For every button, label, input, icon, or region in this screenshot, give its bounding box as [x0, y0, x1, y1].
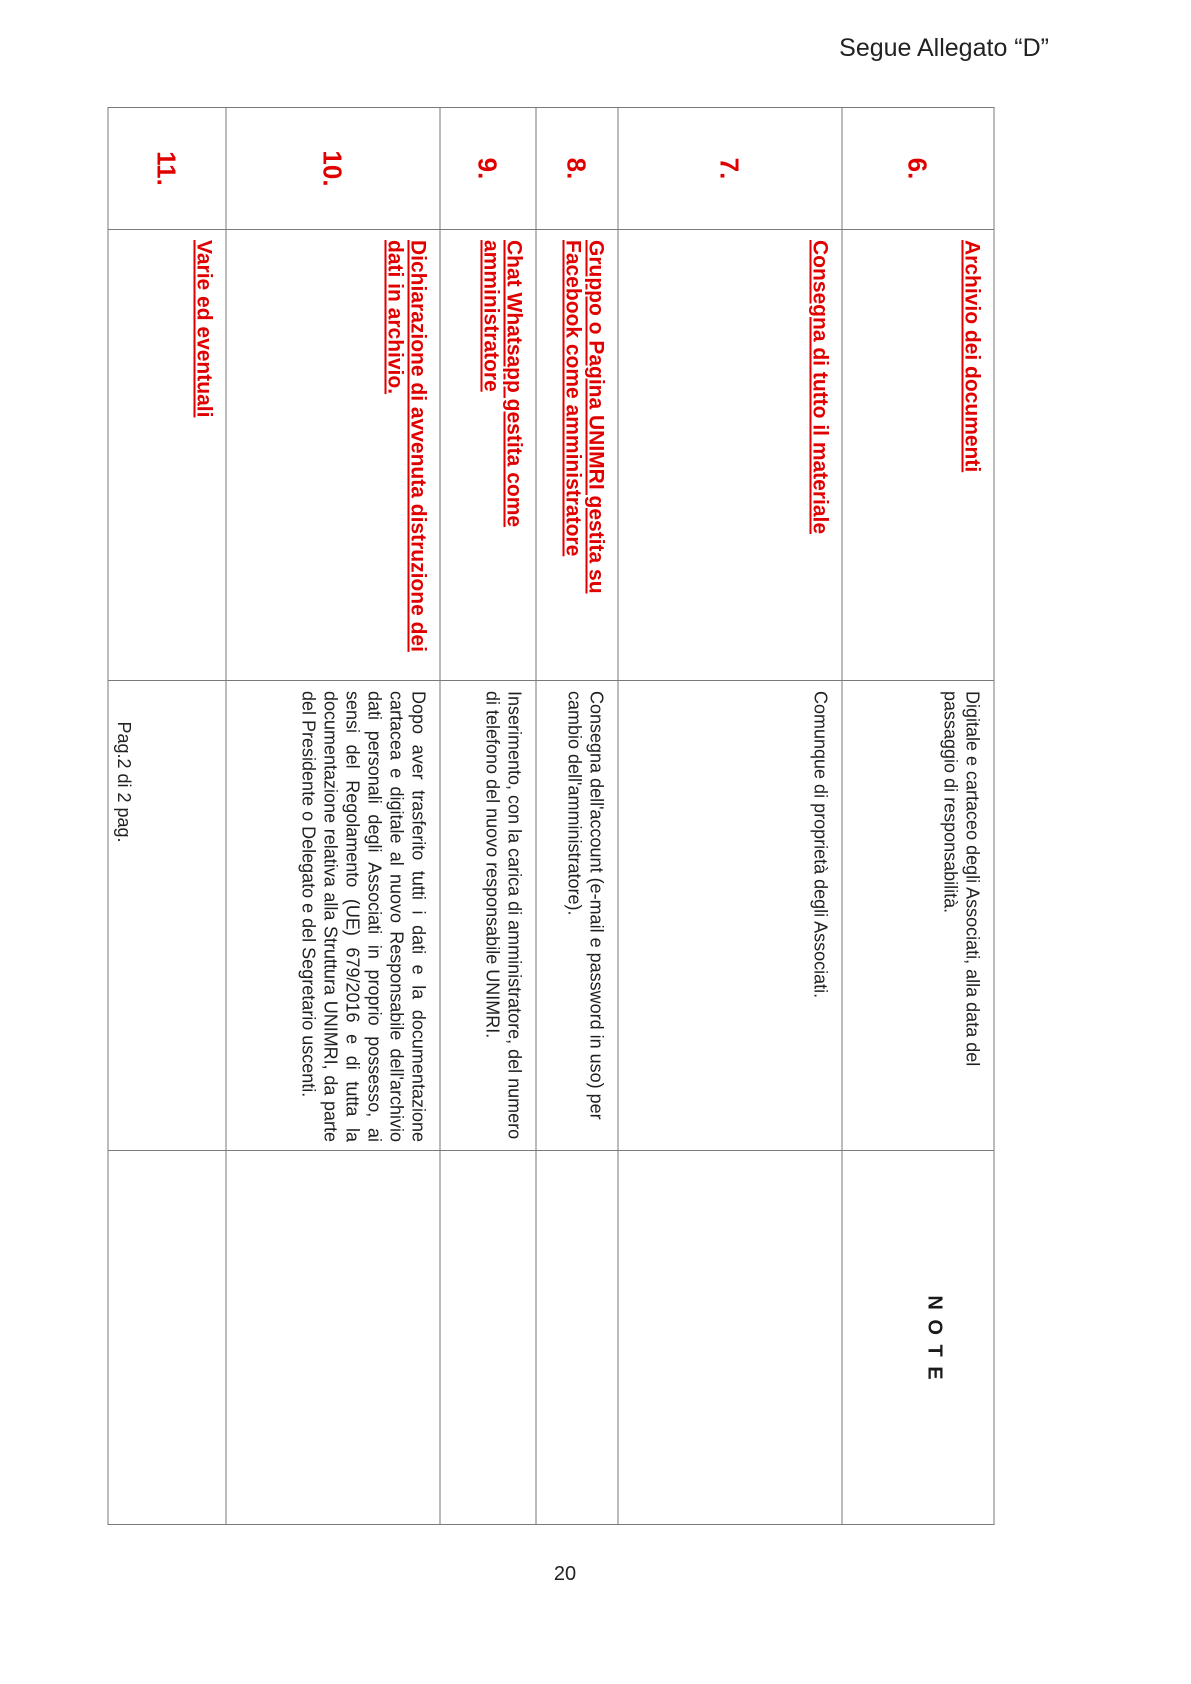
row-title — [618, 229, 842, 680]
table-row — [226, 107, 440, 1524]
row-number: 9. — [440, 107, 536, 229]
row-title-text: Dichiarazione di avvenuta distruzione dei dati in archivio. — [383, 239, 430, 652]
note-header: N O T E — [842, 1150, 994, 1524]
row-description — [108, 680, 226, 1150]
row-title — [440, 229, 536, 680]
row-description: Consegna dell'account (e-mail e password in uso) per cambio dell'amministratore). — [536, 680, 618, 1150]
row-number: 7. — [618, 107, 842, 229]
row-note — [536, 1150, 618, 1524]
table-container — [108, 107, 994, 1524]
row-title-text: Archivio dei documenti — [960, 239, 984, 472]
row-description: Dopo aver trasferito tutti i dati e la documentazione cartacea e digitale al nuovo Responsabile dell'archivio dati personali degli Associati in proprio possesso, ai sensi del Regolamento (UE) 679/2016 e di tutta la documentazione relativa alla Struttura UNIMRI, da parte del Presidente o Delegato e del Segretario uscenti. — [226, 680, 440, 1150]
row-description: Digitale e cartaceo degli Associati, alla data del passaggio di responsabilità. — [842, 680, 994, 1150]
row-note — [618, 1150, 842, 1524]
row-title — [226, 229, 440, 680]
table-row — [536, 107, 618, 1524]
row-number: 8. — [536, 107, 618, 229]
page-number: 20 — [553, 1563, 577, 1585]
row-note — [440, 1150, 536, 1524]
row-title — [842, 229, 994, 680]
header-title: Segue Allegato “D” — [839, 34, 1049, 62]
row-title-text: Gruppo o Pagina UNIMRI gestita su Facebook come amministratore — [561, 239, 608, 594]
row-note — [108, 1150, 226, 1524]
row-note — [226, 1150, 440, 1524]
row-title — [108, 229, 226, 680]
row-title-text: Chat Whatsapp gestita come amministratore — [479, 239, 526, 527]
row-number: 11. — [108, 107, 226, 229]
pagination-label: Pag.2 di 2 pag. — [114, 721, 134, 843]
row-description: Comunque di proprietà degli Associati. — [618, 680, 842, 1150]
handover-table — [108, 107, 995, 1525]
row-title-text: Consegna di tutto il materiale — [808, 239, 832, 534]
row-number: 6. — [842, 107, 994, 229]
row-title-text: Varie ed eventuali — [192, 239, 216, 417]
table-row — [108, 107, 226, 1524]
table-row — [440, 107, 536, 1524]
row-number: 10. — [226, 107, 440, 229]
table-row — [842, 107, 994, 1524]
table-row — [618, 107, 842, 1524]
row-title — [536, 229, 618, 680]
row-description: Inserimento, con la carica di amministratore, del numero di telefono del nuovo responsabile UNIMRI. — [440, 680, 536, 1150]
